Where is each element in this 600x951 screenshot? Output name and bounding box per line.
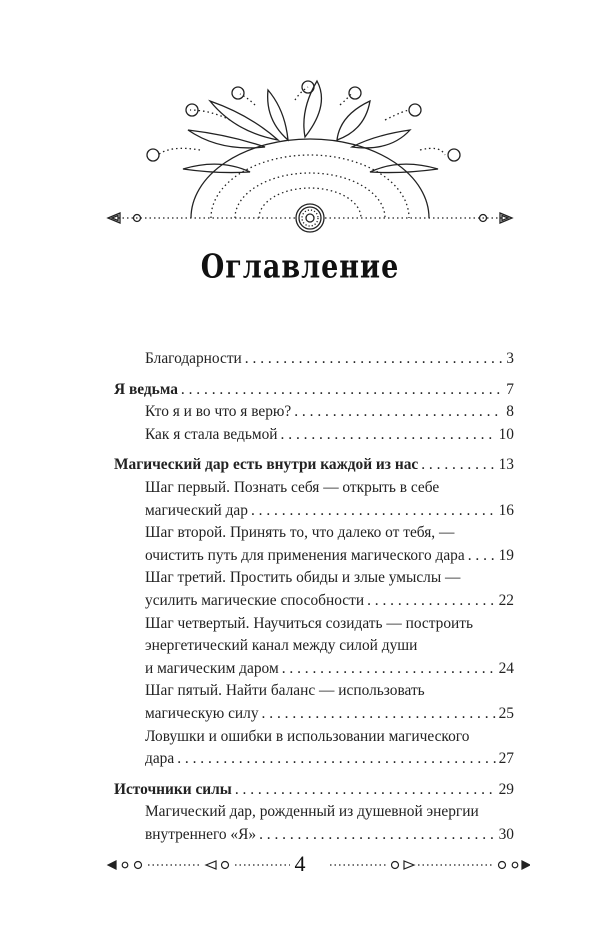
toc-leader-dots — [245, 348, 504, 371]
toc-page-number: 13 — [498, 456, 514, 474]
toc-entry-line — [114, 779, 514, 802]
toc-entry-line — [114, 379, 514, 402]
sun-ornament-icon — [90, 60, 530, 235]
toc-entry-title: Шаг пятый. Найти баланс — использовать — [145, 682, 425, 700]
toc-leader-dots — [468, 545, 496, 568]
toc-entry-title: Шаг второй. Принять то, что далеко от тебя, — — [145, 524, 455, 542]
toc-page-number: 27 — [498, 750, 514, 768]
toc-page-number: 25 — [498, 704, 514, 722]
toc-page-number: 29 — [498, 780, 514, 798]
toc-entry-title: Источники силы — [114, 780, 232, 798]
toc-entry[interactable] — [114, 424, 514, 447]
toc-entry-line — [114, 454, 514, 477]
toc-entry-line — [145, 635, 514, 658]
table-of-contents — [114, 348, 514, 846]
toc-page-number: 19 — [498, 546, 514, 564]
page-number: 4 — [294, 851, 306, 876]
toc-entry[interactable] — [114, 726, 514, 771]
toc-entry[interactable] — [114, 680, 514, 725]
toc-entry-line — [145, 590, 514, 613]
toc-entry-title: Кто я и во что я верю? — [145, 403, 292, 421]
toc-entry[interactable] — [114, 567, 514, 612]
toc-leader-dots — [181, 379, 503, 402]
toc-entry[interactable] — [114, 477, 514, 522]
toc-page-number: 8 — [506, 403, 514, 421]
toc-entry-title: очистить путь для применения магического дара — [145, 546, 465, 564]
toc-entry-title: Шаг первый. Познать себя — открыть в себе — [145, 478, 440, 496]
toc-leader-dots — [262, 703, 496, 726]
toc-leader-dots — [367, 590, 496, 613]
toc-entry-line — [145, 477, 514, 500]
toc-entry-title: усилить магические способности — [145, 591, 365, 609]
toc-entry-line — [145, 545, 514, 568]
toc-entry[interactable] — [114, 348, 514, 371]
toc-entry-title: внутреннего «Я» — [145, 825, 257, 843]
toc-entry-title: и магическим даром — [145, 659, 279, 677]
toc-entry-line — [145, 726, 514, 749]
toc-leader-dots — [177, 748, 495, 771]
toc-leader-dots — [259, 824, 496, 847]
toc-entry[interactable] — [114, 801, 514, 846]
toc-entry-line — [145, 567, 514, 590]
toc-entry-title: Я ведьма — [114, 380, 178, 398]
page-title: Оглавление — [200, 248, 400, 287]
toc-leader-dots — [281, 424, 496, 447]
toc-leader-dots — [421, 454, 495, 477]
toc-entry-line — [145, 522, 514, 545]
toc-entry-line — [145, 824, 514, 847]
toc-page-number: 30 — [498, 825, 514, 843]
toc-page-number: 3 — [506, 350, 514, 367]
toc-entry-line — [145, 500, 514, 523]
toc-entry-line — [145, 348, 514, 371]
toc-page-number: 10 — [498, 425, 514, 443]
toc-entry-title: магический дар — [145, 501, 248, 519]
toc-entry[interactable] — [114, 379, 514, 402]
toc-page-number: 16 — [498, 501, 514, 519]
toc-entry-title: Шаг третий. Простить обиды и злые умыслы — — [145, 569, 461, 587]
toc-entry[interactable] — [114, 522, 514, 567]
toc-entry-line — [145, 801, 514, 824]
toc-entry-line — [145, 401, 514, 424]
toc-entry[interactable] — [114, 613, 514, 681]
toc-entry-title: энергетический канал между силой души — [145, 637, 418, 655]
toc-entry-line — [145, 424, 514, 447]
toc-leader-dots — [294, 401, 503, 424]
toc-entry-line — [145, 658, 514, 681]
toc-entry-title: Шаг четвертый. Научиться созидать — построить — [145, 614, 474, 632]
toc-entry[interactable] — [114, 454, 514, 477]
toc-leader-dots — [235, 779, 496, 802]
toc-leader-dots — [251, 500, 496, 523]
toc-entry-title: дара — [145, 750, 175, 768]
toc-entry-title: магическую силу — [145, 704, 259, 722]
toc-entry-line — [145, 680, 514, 703]
toc-entry-title: Ловушки и ошибки в использовании магического — [145, 727, 470, 745]
toc-page-number: 7 — [506, 380, 514, 398]
toc-entry-title: Магический дар есть внутри каждой из нас — [114, 456, 419, 474]
toc-page-number: 22 — [498, 591, 514, 609]
toc-entry[interactable] — [114, 401, 514, 424]
toc-page-number: 24 — [498, 659, 514, 677]
toc-entry-title: Как я стала ведьмой — [145, 425, 278, 443]
toc-entry[interactable] — [114, 779, 514, 802]
toc-entry-title: Благодарности — [145, 350, 242, 367]
toc-entry-title: Магический дар, рожденный из душевной энергии — [145, 803, 479, 821]
toc-entry-line — [145, 748, 514, 771]
toc-leader-dots — [282, 658, 496, 681]
toc-entry-line — [145, 703, 514, 726]
toc-entry-line — [145, 613, 514, 636]
